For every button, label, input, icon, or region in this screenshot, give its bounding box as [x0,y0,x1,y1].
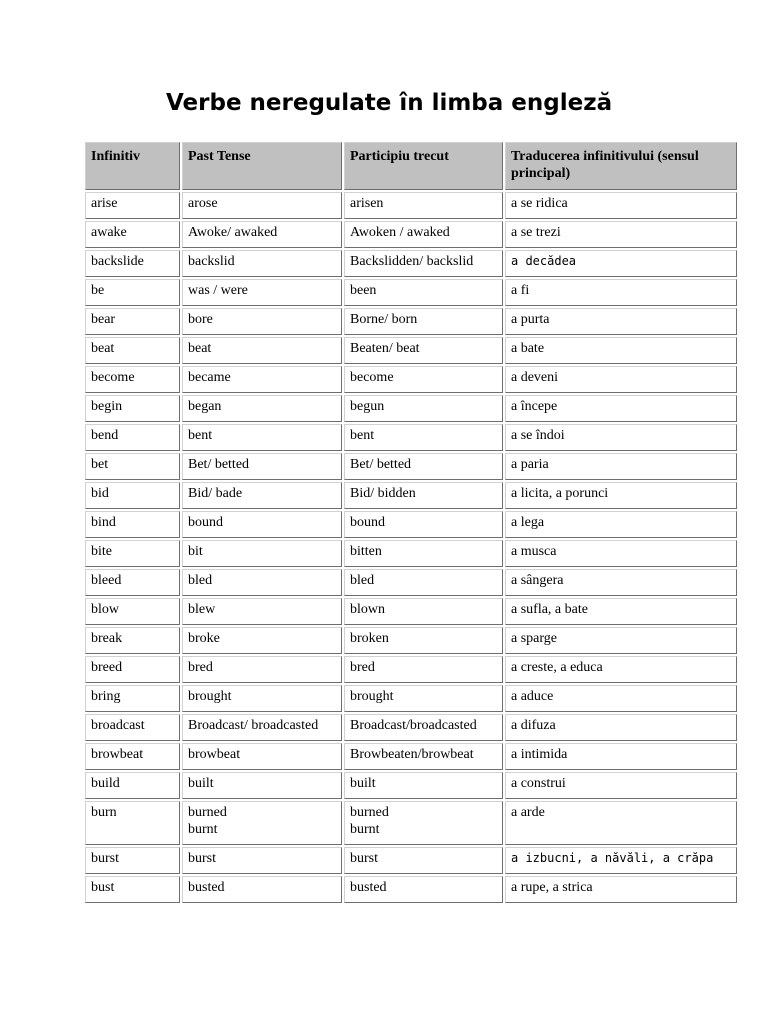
cell-past-tense: bit [182,540,342,567]
table-row [85,511,737,538]
cell-translation: a construi [505,772,737,799]
cell-translation: a începe [505,395,737,422]
cell-past-participle: burned burnt [344,801,503,845]
cell-translation: a sângera [505,569,737,596]
table-row [85,482,737,509]
cell-past-participle: bent [344,424,503,451]
table-row [85,453,737,480]
cell-infinitive: build [85,772,180,799]
cell-infinitive: break [85,627,180,654]
cell-past-participle: built [344,772,503,799]
table-row [85,366,737,393]
cell-translation: a difuza [505,714,737,741]
cell-translation: a izbucni, a năvăli, a crăpa [505,847,737,874]
cell-translation: a fi [505,279,737,306]
cell-past-tense: built [182,772,342,799]
cell-past-participle: arisen [344,192,503,219]
cell-infinitive: arise [85,192,180,219]
cell-past-participle: broken [344,627,503,654]
cell-translation: a sufla, a bate [505,598,737,625]
cell-infinitive: be [85,279,180,306]
table-row [85,847,737,874]
cell-translation: a arde [505,801,737,845]
cell-past-participle: Bet/ betted [344,453,503,480]
table-row [85,714,737,741]
cell-translation: a deveni [505,366,737,393]
cell-infinitive: beat [85,337,180,364]
cell-past-participle: Awoken / awaked [344,221,503,248]
cell-past-participle: blown [344,598,503,625]
table-row [85,656,737,683]
cell-past-tense: browbeat [182,743,342,770]
table-row [85,569,737,596]
cell-past-participle: Beaten/ beat [344,337,503,364]
cell-past-participle: brought [344,685,503,712]
table-row [85,540,737,567]
cell-past-participle: busted [344,876,503,903]
cell-infinitive: breed [85,656,180,683]
cell-past-tense: blew [182,598,342,625]
cell-past-tense: Bid/ bade [182,482,342,509]
cell-translation: a se îndoi [505,424,737,451]
cell-past-tense: bore [182,308,342,335]
cell-past-participle: bred [344,656,503,683]
table-row [85,772,737,799]
cell-translation: a musca [505,540,737,567]
cell-infinitive: bring [85,685,180,712]
cell-infinitive: become [85,366,180,393]
table-row [85,598,737,625]
cell-infinitive: burst [85,847,180,874]
cell-infinitive: blow [85,598,180,625]
cell-infinitive: bust [85,876,180,903]
table-body [85,192,737,903]
table-row [85,250,737,277]
cell-past-tense: Bet/ betted [182,453,342,480]
cell-past-tense: bent [182,424,342,451]
cell-past-participle: been [344,279,503,306]
table-row [85,279,737,306]
cell-infinitive: bid [85,482,180,509]
cell-translation: a intimida [505,743,737,770]
cell-translation: a se trezi [505,221,737,248]
cell-past-participle: bound [344,511,503,538]
cell-infinitive: broadcast [85,714,180,741]
cell-past-tense: bled [182,569,342,596]
cell-infinitive: bet [85,453,180,480]
header-past-participle: Participiu trecut [344,142,503,190]
cell-past-tense: was / were [182,279,342,306]
cell-translation: a bate [505,337,737,364]
table-row [85,424,737,451]
cell-translation: a lega [505,511,737,538]
table-row [85,743,737,770]
cell-past-tense: backslid [182,250,342,277]
cell-past-tense: bound [182,511,342,538]
cell-infinitive: begin [85,395,180,422]
cell-past-tense: broke [182,627,342,654]
irregular-verbs-table [83,140,739,905]
cell-infinitive: bleed [85,569,180,596]
table-row [85,308,737,335]
table-row [85,876,737,903]
cell-translation: a paria [505,453,737,480]
table-row [85,627,737,654]
cell-translation: a licita, a porunci [505,482,737,509]
cell-translation: a decădea [505,250,737,277]
cell-past-tense: beat [182,337,342,364]
table-row [85,221,737,248]
table-header-row [85,142,737,190]
cell-past-tense: brought [182,685,342,712]
cell-infinitive: bear [85,308,180,335]
cell-past-tense: bred [182,656,342,683]
cell-past-tense: burned burnt [182,801,342,845]
page-title: Verbe neregulate în limba engleză [166,90,613,116]
cell-past-participle: burst [344,847,503,874]
table-row [85,337,737,364]
cell-past-tense: Broadcast/ broadcasted [182,714,342,741]
cell-past-participle: begun [344,395,503,422]
table-row [85,685,737,712]
cell-past-tense: busted [182,876,342,903]
cell-past-tense: became [182,366,342,393]
header-translation: Traducerea infinitivului (sensul principal) [505,142,737,190]
cell-infinitive: burn [85,801,180,845]
cell-infinitive: bend [85,424,180,451]
table-row [85,192,737,219]
cell-translation: a aduce [505,685,737,712]
cell-past-participle: Backslidden/ backslid [344,250,503,277]
cell-infinitive: bind [85,511,180,538]
cell-past-tense: began [182,395,342,422]
cell-past-participle: bled [344,569,503,596]
cell-translation: a rupe, a strica [505,876,737,903]
cell-past-participle: Browbeaten/browbeat [344,743,503,770]
cell-past-tense: burst [182,847,342,874]
cell-past-tense: Awoke/ awaked [182,221,342,248]
cell-translation: a se ridica [505,192,737,219]
table-row [85,395,737,422]
cell-past-participle: become [344,366,503,393]
cell-past-participle: Broadcast/broadcasted [344,714,503,741]
cell-infinitive: awake [85,221,180,248]
cell-translation: a creste, a educa [505,656,737,683]
cell-past-participle: bitten [344,540,503,567]
cell-translation: a purta [505,308,737,335]
cell-past-participle: Bid/ bidden [344,482,503,509]
cell-infinitive: browbeat [85,743,180,770]
table-row [85,801,737,845]
cell-past-participle: Borne/ born [344,308,503,335]
header-infinitive: Infinitiv [85,142,180,190]
header-past-tense: Past Tense [182,142,342,190]
cell-infinitive: bite [85,540,180,567]
cell-past-tense: arose [182,192,342,219]
cell-infinitive: backslide [85,250,180,277]
cell-translation: a sparge [505,627,737,654]
